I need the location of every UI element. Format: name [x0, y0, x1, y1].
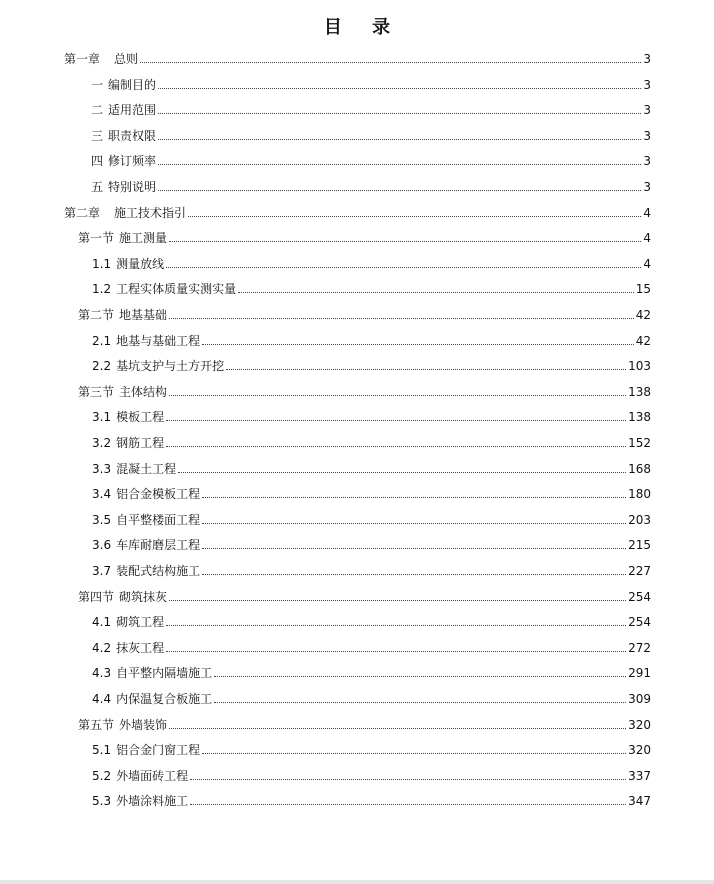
toc-leader-dots — [166, 267, 641, 268]
toc-entry[interactable] — [92, 685, 651, 707]
toc-entry-text: 地基基础 — [119, 308, 168, 322]
toc-entry[interactable] — [64, 45, 651, 67]
toc-entry-number: 第四节 — [78, 589, 115, 604]
toc-entry-label — [78, 230, 167, 246]
toc-page-number: 254 — [628, 615, 651, 630]
toc-entry-text: 铝合金模板工程 — [116, 487, 201, 502]
toc-entry-label — [92, 691, 212, 707]
toc-entry-label — [92, 537, 200, 553]
toc-entry[interactable] — [92, 659, 651, 681]
toc-entry-text: 车库耐磨层工程 — [116, 538, 201, 553]
toc-page-number: 3 — [643, 154, 651, 169]
toc-entry-label — [92, 256, 164, 272]
toc-entry-label — [92, 614, 164, 630]
toc-entry-number: 第一章 — [64, 52, 101, 66]
toc-entry[interactable] — [92, 250, 651, 272]
toc-entry-text: 职责权限 — [108, 128, 157, 143]
toc-page-number: 347 — [628, 794, 651, 809]
toc-page-number: 309 — [628, 692, 651, 706]
toc-entry-number: 五 — [91, 180, 104, 194]
toc-leader-dots — [202, 574, 626, 575]
toc-leader-dots — [188, 216, 641, 217]
toc-entry-number: 四 — [91, 154, 104, 169]
toc-leader-dots — [158, 139, 641, 140]
toc-leader-dots — [214, 702, 626, 703]
toc-entry-number: 第五节 — [78, 717, 115, 732]
toc-entry-text: 测量放线 — [116, 256, 165, 271]
toc-entry[interactable] — [64, 199, 651, 221]
toc-page-number: 254 — [628, 589, 651, 604]
toc-entry[interactable] — [91, 173, 651, 195]
toc-leader-dots — [169, 728, 626, 729]
toc-leader-dots — [190, 779, 626, 780]
toc-entry[interactable] — [92, 557, 651, 579]
toc-entry[interactable] — [92, 787, 651, 809]
toc-entry-label — [92, 281, 236, 297]
toc-leader-dots — [158, 190, 641, 191]
toc-entry-text: 自平整内隔墙施工 — [116, 666, 213, 681]
toc-leader-dots — [202, 548, 626, 549]
toc-leader-dots — [214, 676, 626, 677]
toc-entry-text: 工程实体质量实测实量 — [116, 282, 237, 297]
toc-entry[interactable] — [92, 608, 651, 630]
toc-entry[interactable] — [78, 301, 651, 323]
toc-leader-dots — [140, 62, 641, 63]
toc-page-number: 103 — [628, 359, 651, 374]
toc-entry[interactable] — [92, 327, 651, 349]
toc-entry-text: 外墙装饰 — [119, 717, 168, 732]
toc-entry-label — [92, 409, 164, 425]
toc-entry[interactable] — [91, 147, 651, 169]
toc-page-number: 337 — [628, 768, 651, 783]
toc-page-number: 152 — [628, 436, 651, 450]
toc-page-number: 203 — [628, 512, 651, 527]
toc-entry-text: 砌筑工程 — [116, 615, 165, 630]
toc-page-number: 215 — [628, 538, 651, 553]
toc-entry-number: 二 — [91, 103, 104, 118]
toc-entry-label — [92, 563, 200, 579]
toc-leader-dots — [178, 472, 626, 473]
toc-leader-dots — [202, 753, 626, 754]
toc-page-number: 320 — [628, 717, 651, 732]
toc-entry-label — [78, 717, 167, 733]
toc-entry-label — [78, 307, 167, 323]
toc-page-number: 138 — [628, 384, 651, 399]
toc-entry-label — [64, 205, 186, 221]
toc-entry-label — [78, 589, 167, 605]
toc-entry-text: 地基与基础工程 — [116, 333, 201, 348]
toc-entry[interactable] — [92, 634, 651, 656]
toc-page-number: 138 — [628, 410, 651, 425]
toc-leader-dots — [202, 523, 626, 524]
toc-leader-dots — [166, 446, 626, 447]
toc-entry-number: 3.4 — [92, 487, 112, 502]
toc-entry-label — [92, 665, 212, 681]
toc-entry-number: 3.2 — [92, 436, 112, 450]
toc-entry-number: 4.4 — [92, 692, 112, 706]
toc-entry-label — [91, 153, 156, 169]
toc-entry-text: 抹灰工程 — [116, 640, 165, 655]
toc-leader-dots — [158, 164, 641, 165]
toc-leader-dots — [169, 395, 626, 396]
toc-title: 目 录 — [323, 17, 403, 38]
toc-entry-label — [91, 102, 156, 118]
toc-entry-label — [92, 793, 188, 809]
toc-entry-label — [92, 333, 200, 349]
toc-page-number: 227 — [628, 564, 651, 578]
toc-entry[interactable] — [92, 736, 651, 758]
toc-entry-label — [64, 51, 138, 67]
toc-entry-number: 3.5 — [92, 512, 112, 527]
toc-leader-dots — [158, 113, 641, 114]
toc-entry-label — [92, 358, 224, 374]
toc-entry-text: 编制目的 — [108, 77, 157, 92]
toc-page-number: 4 — [643, 256, 651, 271]
toc-entry[interactable] — [92, 506, 651, 528]
toc-leader-dots — [166, 625, 626, 626]
toc-entry-number: 3.1 — [92, 410, 112, 425]
toc-page-number: 3 — [643, 77, 651, 92]
toc-entry-number: 2.1 — [92, 333, 112, 348]
toc-entry-label — [92, 486, 200, 502]
toc-entry-text: 基坑支护与土方开挖 — [116, 359, 225, 374]
toc-leader-dots — [169, 318, 634, 319]
toc-entry-number: 3.3 — [92, 461, 112, 476]
toc-entry[interactable] — [78, 224, 651, 246]
toc-leader-dots — [169, 600, 626, 601]
toc-entry-text: 总则 — [114, 52, 139, 66]
toc-entry-label — [91, 179, 156, 195]
toc-entry-number: 5.2 — [92, 768, 112, 783]
toc-entry-text: 铝合金门窗工程 — [116, 743, 201, 758]
toc-entry-text: 钢筋工程 — [116, 436, 165, 450]
toc-entry-number: 3.6 — [92, 538, 112, 553]
toc-page-number: 3 — [643, 103, 651, 118]
toc-page-number: 168 — [628, 461, 651, 476]
toc-entry-text: 外墙涂料施工 — [116, 794, 189, 809]
toc-page-number: 42 — [635, 308, 651, 322]
toc-entry-label — [92, 742, 200, 758]
toc-entry-text: 混凝土工程 — [116, 461, 177, 476]
toc-page-number: 3 — [643, 52, 651, 66]
toc-entry-number: 2.2 — [92, 359, 112, 374]
toc-entry[interactable] — [92, 429, 651, 451]
toc-entry[interactable] — [92, 531, 651, 553]
toc-page-number: 15 — [635, 282, 651, 297]
toc-entry-text: 外墙面砖工程 — [116, 768, 189, 783]
toc-entry-number: 1.2 — [92, 282, 112, 297]
toc-entry[interactable] — [92, 403, 651, 425]
toc-entry[interactable] — [78, 378, 651, 400]
toc-entry-label — [92, 461, 176, 477]
toc-entry-label — [92, 512, 200, 528]
toc-entry-number: 4.1 — [92, 615, 112, 630]
toc-entry-label — [92, 435, 164, 451]
toc-page-number: 180 — [628, 487, 651, 502]
toc-leader-dots — [226, 369, 626, 370]
toc-entry-number: 4.2 — [92, 640, 112, 655]
toc-page-number: 272 — [628, 640, 651, 655]
toc-entry-text: 自平整楼面工程 — [116, 512, 201, 527]
toc-entry[interactable] — [92, 275, 651, 297]
toc-entry-text: 特别说明 — [108, 180, 157, 194]
toc-entry-number: 第二章 — [64, 205, 101, 220]
toc-page-number: 320 — [628, 743, 651, 758]
toc-entry-label — [92, 768, 188, 784]
toc-page-number: 3 — [643, 180, 651, 194]
toc-leader-dots — [169, 241, 641, 242]
toc-entry-text: 施工测量 — [119, 231, 168, 246]
toc-entry-text: 施工技术指引 — [114, 205, 187, 220]
toc-entry-text: 砌筑抹灰 — [119, 589, 168, 604]
toc-entry[interactable] — [91, 71, 651, 93]
toc-entry-text: 内保温复合板施工 — [116, 692, 213, 706]
toc-leader-dots — [238, 292, 634, 293]
toc-leader-dots — [202, 497, 626, 498]
toc-entry[interactable] — [91, 96, 651, 118]
toc-entry[interactable] — [92, 352, 651, 374]
toc-entry-text: 装配式结构施工 — [116, 564, 201, 578]
toc-entry[interactable] — [78, 583, 651, 605]
toc-entry-text: 适用范围 — [108, 103, 157, 118]
toc-leader-dots — [158, 88, 641, 89]
toc-entry-number: 5.3 — [92, 794, 112, 809]
toc-entry[interactable] — [78, 711, 651, 733]
toc-page-number: 4 — [643, 231, 651, 246]
toc-entry[interactable] — [92, 762, 651, 784]
toc-entry-number: 三 — [91, 128, 104, 143]
toc-entry-text: 模板工程 — [116, 410, 165, 425]
toc-entry[interactable] — [91, 122, 651, 144]
toc-leader-dots — [202, 344, 634, 345]
toc-entry-number: 第三节 — [78, 384, 115, 399]
toc-page-number: 42 — [635, 333, 651, 348]
toc-entry-label — [91, 128, 156, 144]
toc-entry-label — [92, 640, 164, 656]
toc-entry-text: 主体结构 — [119, 384, 168, 399]
toc-leader-dots — [166, 420, 626, 421]
toc-entry-label — [78, 384, 167, 400]
toc-leader-dots — [166, 651, 626, 652]
toc-entry-number: 5.1 — [92, 743, 112, 758]
page-bottom-edge — [0, 880, 714, 884]
toc-entry-number: 1.1 — [92, 256, 112, 271]
toc-entry-number: 4.3 — [92, 666, 112, 681]
toc-entry[interactable] — [92, 480, 651, 502]
toc-leader-dots — [190, 804, 626, 805]
toc-page-number: 3 — [643, 128, 651, 143]
toc-entry[interactable] — [92, 455, 651, 477]
toc-entry-text: 修订频率 — [108, 154, 157, 169]
toc-page-number: 291 — [628, 666, 651, 681]
toc-page-number: 4 — [643, 205, 651, 220]
toc-entry-number: 第一节 — [78, 231, 115, 246]
toc-entry-number: 第二节 — [78, 308, 115, 322]
toc-entry-label — [91, 77, 156, 93]
toc-entry-number: 3.7 — [92, 564, 112, 578]
toc-entry-number: 一 — [91, 77, 104, 92]
